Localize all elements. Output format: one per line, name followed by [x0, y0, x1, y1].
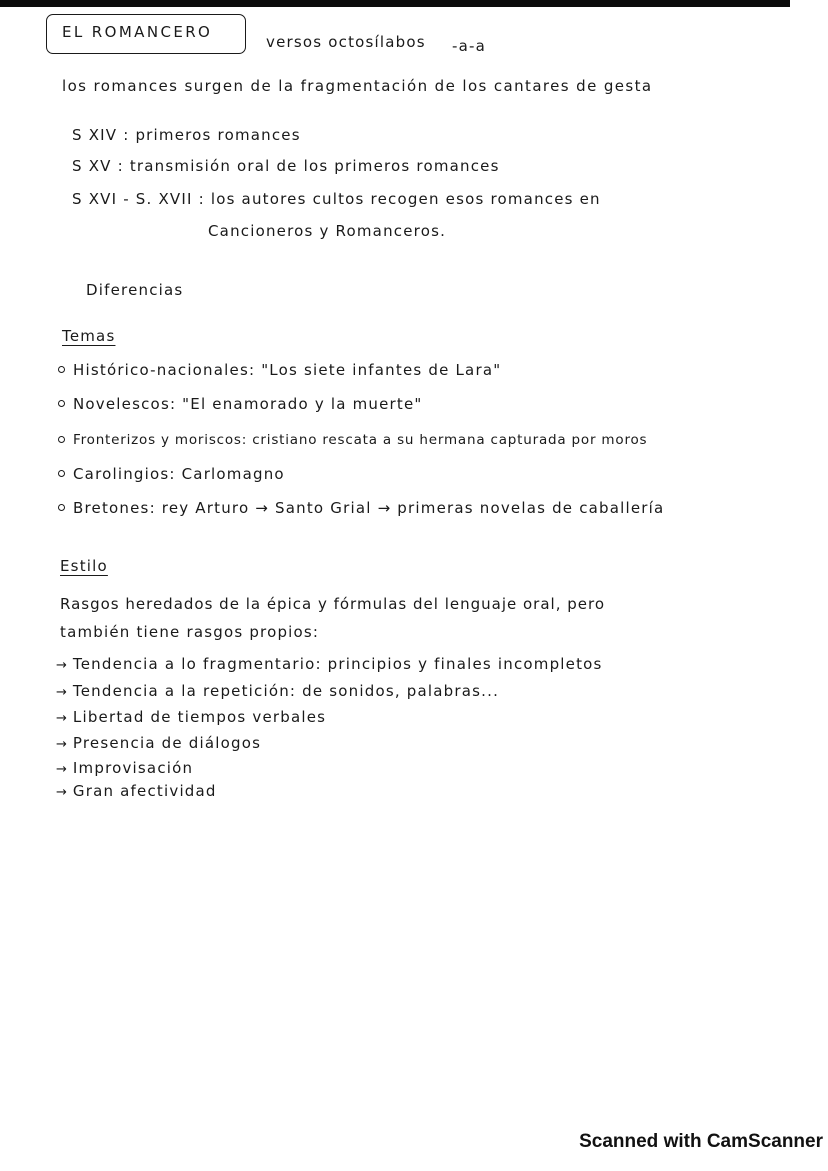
temas-heading: Temas [62, 327, 116, 345]
scan-edge-bar [0, 0, 790, 7]
estilo-item [56, 681, 499, 703]
estilo-item [56, 707, 326, 729]
estilo-item [56, 781, 217, 803]
bullet-icon [58, 436, 65, 443]
subtitle: versos octosílabos [266, 33, 426, 51]
bullet-icon [58, 400, 65, 407]
estilo-item [56, 733, 261, 755]
arrow-right-icon: → [56, 737, 67, 752]
estilo-text: Tendencia a lo fragmentario: principios y finales incompletos [72, 655, 603, 673]
estilo-heading: Estilo [60, 557, 108, 575]
tema-item [58, 430, 647, 450]
tema-text: Carolingios: Carlomagno [73, 465, 285, 483]
page-title: EL ROMANCERO [62, 23, 213, 41]
estilo-text: Tendencia a la repetición: de sonidos, palabras... [72, 682, 500, 700]
arrow-right-icon: → [56, 658, 67, 673]
bullet-icon [58, 366, 65, 373]
tema-item [58, 498, 664, 518]
tema-item [58, 394, 423, 414]
scanner-watermark: Scanned with CamScanner [579, 1131, 823, 1152]
tema-text: Bretones: rey Arturo → Santo Grial → primeras novelas de caballería [73, 499, 665, 517]
tema-item [58, 464, 285, 484]
intro-text: los romances surgen de la fragmentación de los cantares de gesta [62, 77, 653, 95]
rhyme-pattern: -a-a [452, 37, 487, 55]
tema-text: Fronterizos y moriscos: cristiano rescata a su hermana capturada por moros [73, 432, 648, 448]
differences-label: Diferencias [86, 281, 184, 299]
arrow-right-icon: → [56, 785, 67, 800]
estilo-text: Presencia de diálogos [72, 734, 262, 752]
bullet-icon [58, 504, 65, 511]
estilo-text: Improvisación [72, 759, 194, 777]
timeline-item: Cancioneros y Romanceros. [208, 222, 447, 240]
estilo-text: Gran afectividad [72, 782, 217, 800]
tema-text: Histórico-nacionales: "Los siete infantes de Lara" [73, 361, 502, 379]
estilo-intro: Rasgos heredados de la épica y fórmulas del lenguaje oral, pero [60, 595, 605, 613]
timeline-item: S XV : transmisión oral de los primeros romances [72, 157, 500, 175]
tema-item [58, 360, 501, 380]
tema-text: Novelescos: "El enamorado y la muerte" [73, 395, 423, 413]
arrow-right-icon: → [56, 685, 67, 700]
timeline-item: S XIV : primeros romances [72, 126, 301, 144]
bullet-icon [58, 470, 65, 477]
estilo-item [56, 758, 193, 780]
estilo-intro: también tiene rasgos propios: [60, 623, 320, 641]
estilo-item [56, 654, 603, 676]
timeline-item: S XVI - S. XVII : los autores cultos recogen esos romances en [72, 190, 601, 208]
estilo-text: Libertad de tiempos verbales [72, 708, 327, 726]
arrow-right-icon: → [56, 711, 67, 726]
arrow-right-icon: → [56, 762, 67, 777]
